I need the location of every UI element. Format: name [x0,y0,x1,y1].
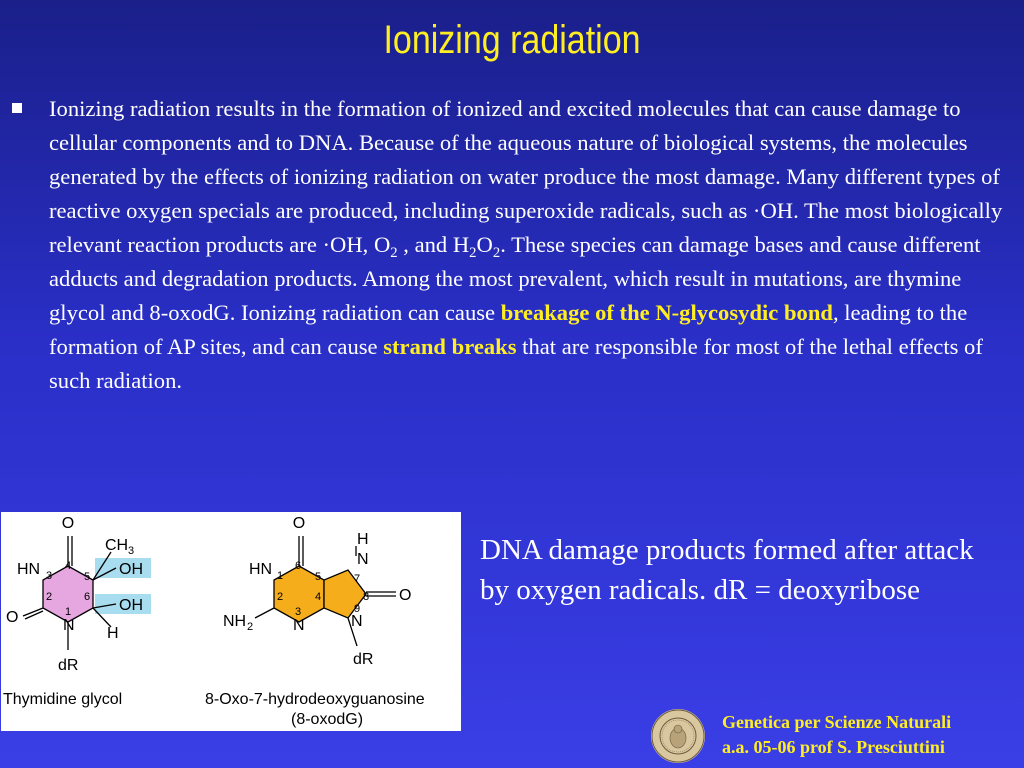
footer-course: Genetica per Scienze Naturali [722,712,952,732]
svg-text:4: 4 [315,591,322,603]
highlight-strand-breaks: strand breaks [383,334,517,359]
svg-text:N: N [357,551,369,568]
slide-title: Ionizing radiation [383,18,641,62]
svg-text:dR: dR [353,651,374,668]
svg-text:O: O [61,515,75,532]
svg-text:5: 5 [315,571,322,583]
svg-text:4: 4 [65,560,72,572]
footer-credits [722,710,1022,760]
thymidine-glycol-structure [3,515,151,708]
svg-text:3: 3 [295,606,302,618]
oxodg-label: 8-Oxo-7-hydrodeoxyguanosine [205,691,425,708]
svg-text:9: 9 [354,603,361,615]
figure-caption: DNA damage products formed after attack by oxygen radicals. dR = deoxyribose [480,534,974,606]
svg-text:O: O [399,587,412,604]
svg-text:6: 6 [295,560,302,572]
thymidine-glycol-label: Thymidine glycol [3,691,123,708]
svg-text:7: 7 [354,573,361,585]
svg-text:O: O [6,609,19,626]
svg-text:CH: CH [105,537,129,554]
svg-text:3: 3 [46,570,53,582]
svg-text:dR: dR [58,657,79,674]
svg-text:N: N [63,617,75,634]
svg-text:1: 1 [277,570,284,582]
dna-damage-figure [1,512,461,731]
svg-text:NH: NH [223,613,247,630]
svg-text:O: O [292,515,306,532]
svg-text:2: 2 [46,591,53,603]
university-seal-icon [650,708,706,764]
svg-text:2: 2 [247,621,254,633]
footer-author: a.a. 05-06 prof S. Presciuttini [722,737,945,757]
highlight-n-glycosydic-bond: breakage of the N-glycosydic bond [500,300,833,325]
svg-text:8: 8 [363,591,370,603]
svg-text:6: 6 [84,591,91,603]
svg-text:N: N [293,617,305,634]
body-paragraph: Ionizing radiation results in the formation of ionized and excited molecules that can cause damage to cellular components and to DNA. Because of the aqueous nature of biological systems, the molecules generated by the effects of ionizing radiation on water produce the most damage. Many different types of reactive oxygen specials are produced, including superoxide radicals, such as ·OH. The most biologically relevant reaction products are ·OH, $O_2$ , and $H_2O_2$. These species can damage bases and cause different adducts and degradation products. Among the most prevalent, which result in mutations, are thymine glycol and 8-oxodG. Ionizing radiation can cause breakage of the N-glycosydic bond, leading to the formation of AP sites, and can cause strand breaks that are responsible for most of the lethal effects of such radiation. [49,96,1003,393]
oxodg-structure [205,515,425,728]
svg-text:H: H [107,625,119,642]
svg-text:3: 3 [128,545,135,557]
svg-text:N: N [351,613,363,630]
oxodg-abbrev-label: (8-oxodG) [291,711,364,728]
bullet-square-icon [12,103,22,113]
svg-text:HN: HN [249,561,273,578]
svg-text:OH: OH [119,561,143,578]
svg-text:2: 2 [277,591,284,603]
svg-text:HN: HN [17,561,41,578]
svg-text:H: H [357,531,369,548]
svg-text:1: 1 [65,606,72,618]
svg-text:OH: OH [119,597,143,614]
svg-text:5: 5 [84,571,91,583]
